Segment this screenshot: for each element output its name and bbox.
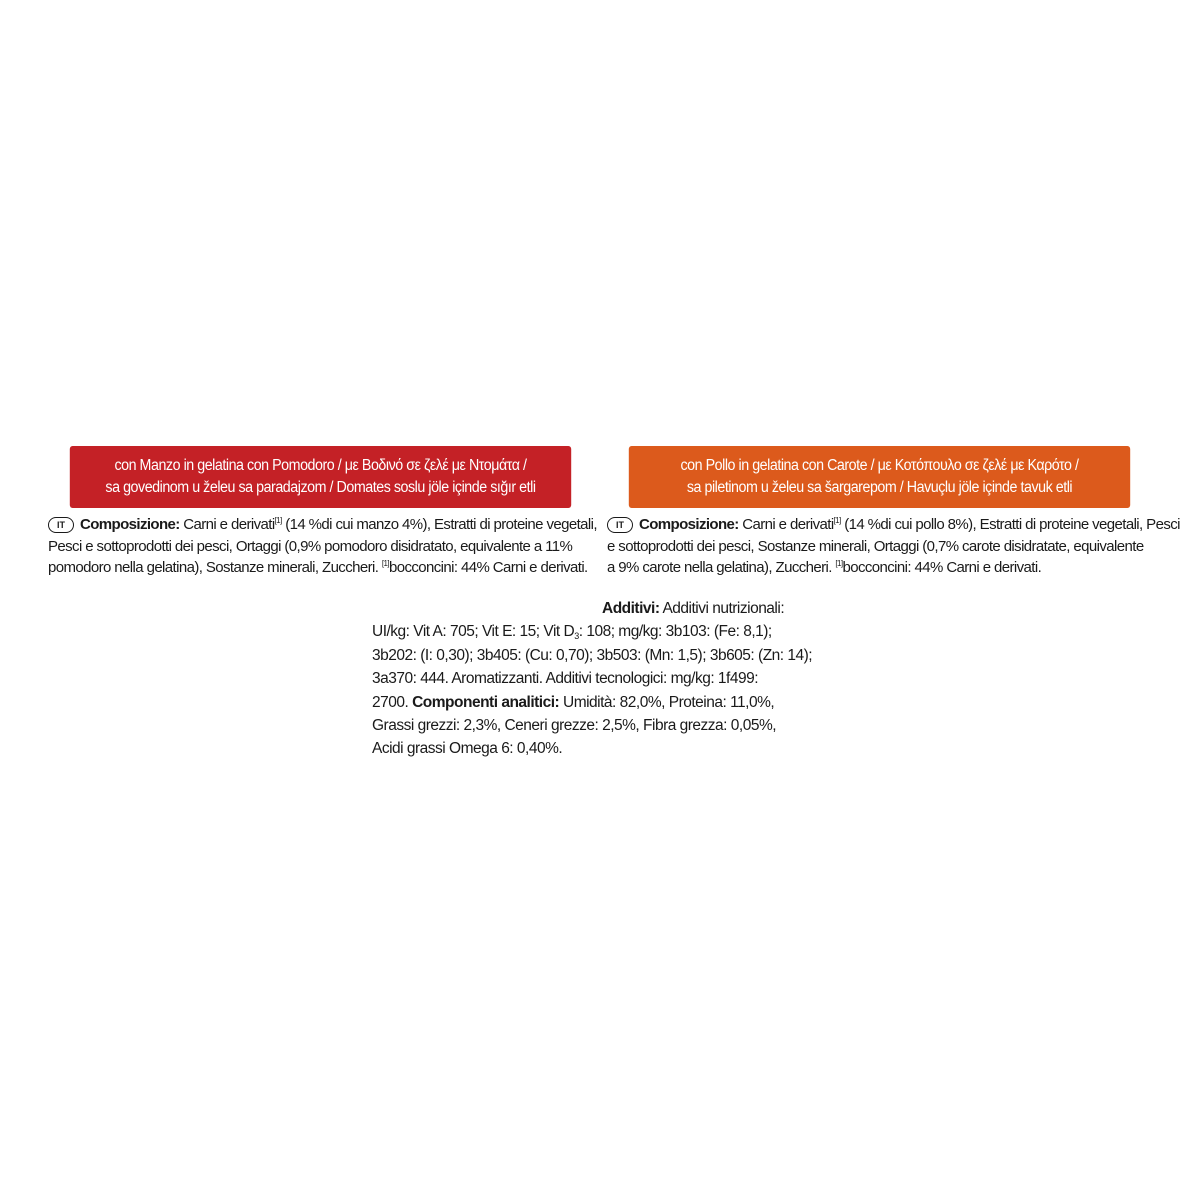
composition-label: Composizione: xyxy=(80,516,180,533)
additives-line-5 xyxy=(372,691,842,714)
chicken-banner-line-2: sa piletinom u želeu sa šargarepom / Havuçlu jöle içinde tavuk etli xyxy=(686,479,1073,496)
additives-text: Umidità: 82,0%, Proteina: 11,0%, xyxy=(559,693,775,711)
chicken-composition-line-2: e sottoprodotti dei pesci, Sostanze minerali, Ortaggi (0,7% carote disidratate, equivalente xyxy=(607,537,1144,555)
beef-composition-line-2: Pesci e sottoprodotti dei pesci, Ortaggi (0,9% pomodoro disidratato, equivalente a 11% xyxy=(48,537,573,555)
footnote-marker: [1] xyxy=(274,516,282,525)
beef-banner-line-2: sa govedinom u želeu sa paradajzom / Domates soslu jöle içinde sığır etli xyxy=(105,479,536,496)
additives-line-3: 3b202: (I: 0,30); 3b405: (Cu: 0,70); 3b503: (Mn: 1,5); 3b605: (Zn: 14); xyxy=(372,646,813,664)
additives-line-2 xyxy=(372,620,842,643)
chicken-composition xyxy=(607,514,1180,579)
italian-language-badge: IT xyxy=(48,517,74,533)
beef-banner-line-1: con Manzo in gelatina con Pomodoro / με Βοδινό σε ζελέ με Ντομάτα / xyxy=(114,457,527,474)
chicken-composition-text: a 9% carote nella gelatina), Zuccheri. xyxy=(607,559,836,576)
chicken-composition-text: bocconcini: 44% Carni e derivati. xyxy=(842,559,1042,576)
additives-text: 2700. xyxy=(372,693,413,711)
additives-line-1 xyxy=(372,597,842,620)
composition-label: Composizione: xyxy=(639,516,739,533)
chicken-variety-banner xyxy=(629,446,1130,508)
footnote-marker: [1] xyxy=(833,516,841,525)
additives-line-6: Grassi grezzi: 2,3%, Ceneri grezze: 2,5%, Fibra grezza: 0,05%, xyxy=(372,717,777,735)
footnote-marker: [1] xyxy=(835,559,843,568)
chicken-banner-line-1: con Pollo in gelatina con Carote / με Κοτόπουλο σε ζελέ με Καρότο / xyxy=(680,457,1079,474)
analytical-components-label: Componenti analitici: xyxy=(412,693,560,711)
footnote-marker: [1] xyxy=(381,559,389,568)
beef-composition-text: pomodoro nella gelatina), Sostanze minerali, Zuccheri. xyxy=(48,559,382,576)
additives-block xyxy=(372,597,842,761)
additives-text: UI/kg: Vit A: 705; Vit E: 15; Vit D xyxy=(372,623,575,641)
additives-text: : 108; mg/kg: 3b103: (Fe: 8,1); xyxy=(578,623,772,641)
chicken-composition-text: Carni e derivati xyxy=(738,516,834,533)
beef-composition-text: Carni e derivati xyxy=(179,516,275,533)
additives-line-4: 3a370: 444. Aromatizzanti. Additivi tecnologici: mg/kg: 1f499: xyxy=(372,670,759,688)
additives-label: Additivi: xyxy=(602,600,660,617)
beef-composition-text: (14 %di cui manzo 4%), Estratti di proteine vegetali, xyxy=(281,516,597,533)
chicken-composition-line-1 xyxy=(607,514,1180,536)
chicken-composition-line-3 xyxy=(607,557,1167,579)
additives-text: Additivi nutrizionali: xyxy=(659,600,785,617)
subscript: 3 xyxy=(574,631,579,642)
chicken-composition-text: (14 %di cui pollo 8%), Estratti di proteine vegetali, Pesci xyxy=(840,516,1180,533)
beef-composition xyxy=(48,514,608,579)
beef-variety-banner xyxy=(70,446,571,508)
additives-line-7: Acidi grassi Omega 6: 0,40%. xyxy=(372,740,563,758)
beef-composition-line-3 xyxy=(48,557,608,579)
beef-composition-text: bocconcini: 44% Carni e derivati. xyxy=(388,559,588,576)
beef-composition-line-1 xyxy=(48,514,608,536)
italian-language-badge: IT xyxy=(607,517,633,533)
